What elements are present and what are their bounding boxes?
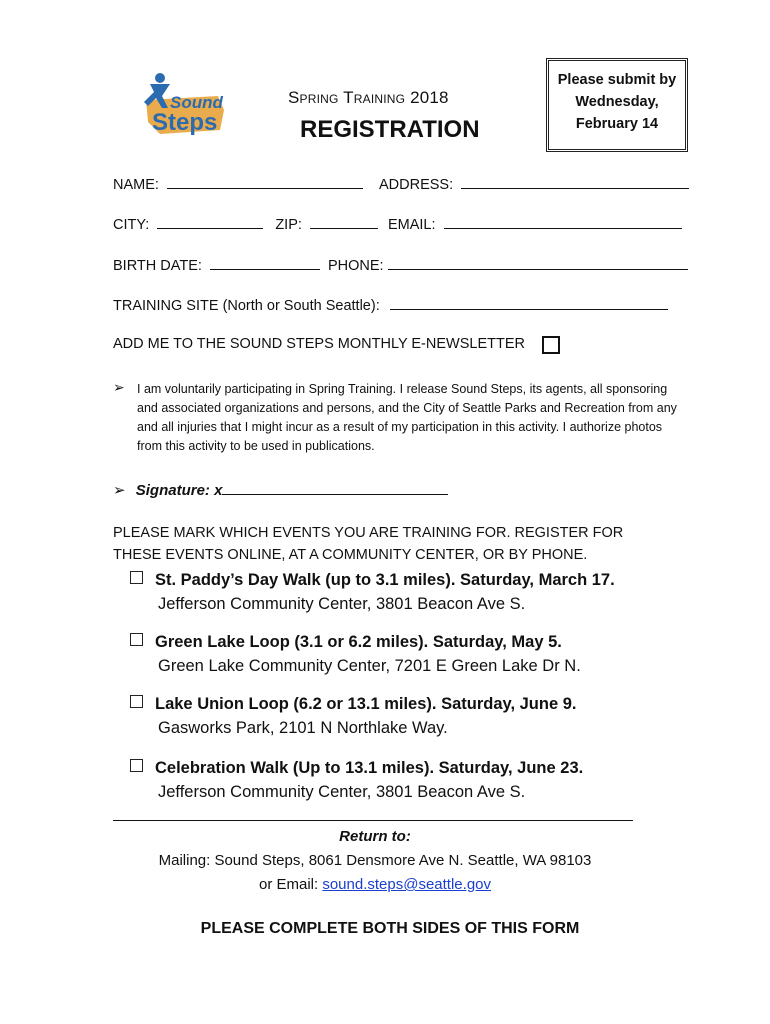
birth-date-field[interactable]: [210, 255, 320, 270]
event-name: St. Paddy’s Day Walk (up to 3.1 miles). Saturday, March 17.: [155, 571, 615, 589]
signature-field[interactable]: [222, 480, 448, 495]
submit-line1: Please submit by: [557, 72, 677, 88]
zip-field[interactable]: [310, 214, 378, 229]
event-location: Jefferson Community Center, 3801 Beacon Ave S.: [158, 783, 526, 801]
mark-events-text: PLEASE MARK WHICH EVENTS YOU ARE TRAINING FOR. REGISTER FOR THESE EVENTS ONLINE, AT A COMMUNITY CENTER, OR BY PHONE.: [113, 525, 624, 563]
logo-graphic: [140, 70, 230, 140]
zip-label: ZIP:: [275, 217, 302, 233]
svg-text:Sound: Sound: [170, 93, 223, 112]
training-site-row: [113, 295, 668, 314]
city-field[interactable]: [157, 214, 263, 229]
svg-text:Steps: Steps: [152, 109, 218, 136]
sound-steps-logo: [140, 70, 230, 140]
address-field[interactable]: [461, 174, 689, 189]
event-checkbox[interactable]: [130, 695, 143, 708]
newsletter-label: ADD ME TO THE SOUND STEPS MONTHLY E-NEWSLETTER: [113, 336, 525, 352]
submit-deadline-box: [546, 58, 688, 152]
training-site-label: TRAINING SITE (North or South Seattle):: [113, 298, 380, 314]
return-email-line: [0, 876, 750, 893]
event-item: [130, 630, 581, 678]
return-mailing: Mailing: Sound Steps, 8061 Densmore Ave N. Seattle, WA 98103: [158, 852, 592, 869]
event-location: Jefferson Community Center, 3801 Beacon Ave S.: [158, 595, 526, 613]
divider: [113, 820, 633, 821]
submit-line2: Wednesday,: [575, 94, 659, 110]
return-email-prefix: or Email:: [258, 876, 323, 893]
phone-label: PHONE:: [327, 258, 384, 274]
address-label: ADDRESS:: [378, 177, 454, 193]
event-item: [130, 568, 615, 616]
event-checkbox[interactable]: [130, 571, 143, 584]
phone-field[interactable]: [388, 255, 688, 270]
email-label: EMAIL:: [387, 217, 436, 233]
training-site-field[interactable]: [390, 295, 668, 310]
event-location: Gasworks Park, 2101 N Northlake Way.: [158, 719, 448, 737]
signature-row: [113, 480, 448, 499]
birth-phone-row: [113, 255, 688, 274]
email-link[interactable]: sound.steps@seattle.gov: [322, 876, 492, 893]
birth-date-label: BIRTH DATE:: [113, 258, 202, 274]
name-address-row: [113, 174, 689, 193]
city-zip-email-row: [113, 214, 682, 233]
submit-line3: February 14: [575, 116, 659, 132]
name-label: NAME:: [113, 177, 159, 193]
form-title-line1: [288, 88, 449, 108]
arrow-bullet-icon: ➢: [113, 482, 126, 499]
event-checkbox[interactable]: [130, 633, 143, 646]
newsletter-row: [113, 336, 525, 352]
event-checkbox[interactable]: [130, 759, 143, 772]
name-field[interactable]: [167, 174, 363, 189]
email-field[interactable]: [444, 214, 682, 229]
title-year: 2018: [410, 88, 449, 107]
event-name: Celebration Walk (Up to 13.1 miles). Saturday, June 23.: [155, 759, 584, 777]
waiver-text: I am voluntarily participating in Spring Training. I release Sound Steps, its agents, all sponsoring and associated organizations and persons, and the City of Seattle Parks and Recreation from any and all injuries that I might incur as a result of my participation in this activity. I authorize photos from this activity to be used in publications.: [137, 382, 677, 453]
event-name: Lake Union Loop (6.2 or 13.1 miles). Saturday, June 9.: [155, 695, 577, 713]
arrow-bullet-icon: ➢: [113, 379, 125, 395]
signature-label: Signature: x: [135, 482, 223, 499]
event-item: [130, 756, 583, 804]
complete-both-sides-note: PLEASE COMPLETE BOTH SIDES OF THIS FORM: [200, 920, 580, 937]
title-spring-training: Spring Training: [288, 88, 406, 107]
return-title: Return to:: [339, 828, 411, 845]
event-name: Green Lake Loop (3.1 or 6.2 miles). Saturday, May 5.: [155, 633, 562, 651]
city-label: CITY:: [113, 217, 150, 233]
form-title-registration: REGISTRATION: [300, 116, 480, 143]
event-item: [130, 692, 576, 740]
newsletter-checkbox[interactable]: [542, 336, 560, 354]
event-location: Green Lake Community Center, 7201 E Green Lake Dr N.: [158, 657, 581, 675]
